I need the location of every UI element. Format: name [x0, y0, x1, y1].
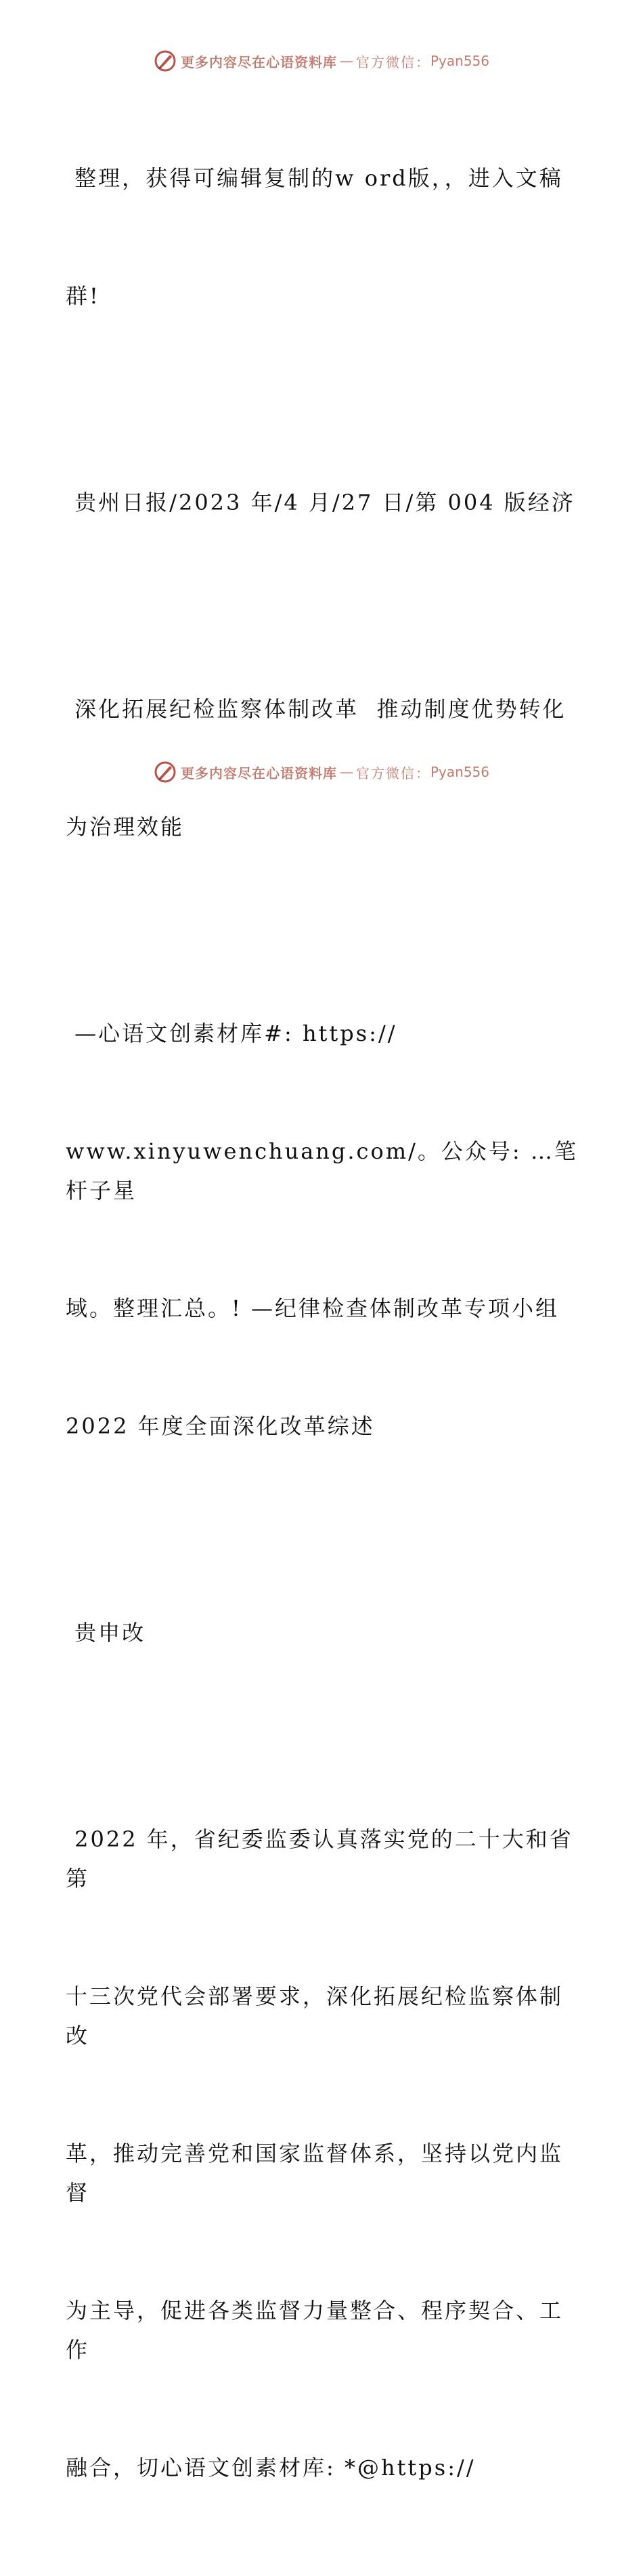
text-line: 2022 年，省纪委监委认真落实党的二十大和省第: [66, 1826, 573, 1891]
quill-pen-circle-icon: [154, 49, 177, 72]
text-line: 域。整理汇总。! —纪律检查体制改革专项小组: [66, 1295, 560, 1321]
text-line: 为治理效能: [66, 814, 185, 840]
watermark-wechat-id: Pyan556: [430, 764, 489, 780]
text-line: 十三次党代会部署要求，深化拓展纪检监察体制改: [66, 1983, 564, 2048]
header-watermark: [0, 47, 643, 74]
watermark-separator: —: [339, 764, 353, 780]
paragraph-intro: [66, 80, 580, 394]
text-line: —心语文创素材库#: https://: [66, 1021, 397, 1046]
text-line: 融合，切心语文创素材库: *@https://: [66, 2455, 476, 2481]
paragraph-body: [66, 1741, 580, 2566]
text-line: 2022 年度全面深化改革综述: [66, 1413, 375, 1439]
watermark-official-label: 官方微信：: [355, 765, 430, 781]
watermark-main-text: 更多内容尽在心语资料库: [180, 53, 337, 70]
paragraph-source: [66, 404, 580, 601]
text-line: 群!: [66, 283, 100, 309]
watermark-official-label: 官方微信：: [355, 53, 430, 70]
text-line: 为主导，促进各类监督力量整合、程序契合、工作: [66, 2298, 564, 2363]
text-line: 整理，获得可编辑复制的w ord版，，进入文稿: [66, 165, 563, 191]
paragraph-author: [66, 1534, 580, 1731]
text-line: www.xinyuwenchuang.com/。公众号: …笔杆子星: [66, 1138, 578, 1203]
text-line: 贵申改: [66, 1620, 146, 1646]
paragraph-subtitle: [66, 935, 580, 1524]
quill-pen-circle-icon: [154, 760, 177, 783]
footer-watermark: [0, 758, 643, 786]
watermark-separator: —: [339, 53, 353, 69]
document-body: [66, 80, 580, 2576]
watermark-wechat-id: Pyan556: [430, 53, 489, 69]
watermark-main-text: 更多内容尽在心语资料库: [180, 765, 337, 781]
text-line: 深化拓展纪检监察体制改革 推动制度优势转化: [66, 696, 567, 722]
text-line: 革，推动完善党和国家监督体系，坚持以党内监督: [66, 2141, 564, 2206]
text-line: 贵州日报/2023 年/4 月/27 日/第 004 版经济: [66, 490, 575, 515]
